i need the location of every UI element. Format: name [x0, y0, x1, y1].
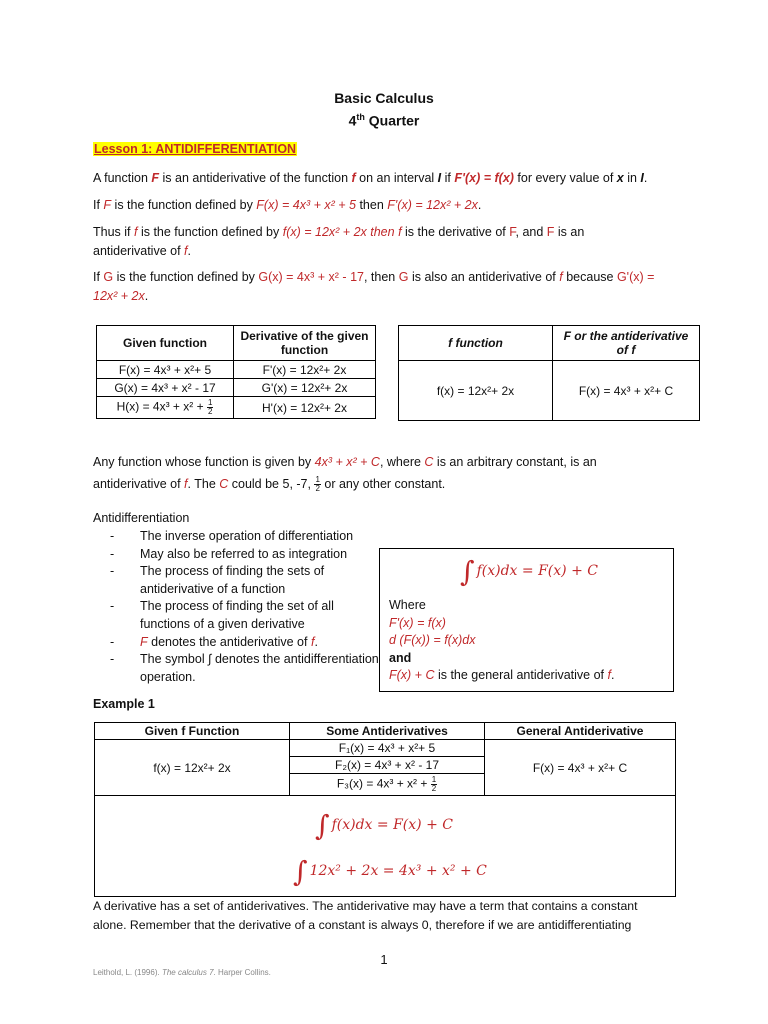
text: could be 5, -7, — [228, 477, 315, 491]
text: f — [134, 225, 138, 239]
text: . — [144, 289, 149, 303]
list-item: - The inverse operation of differentiation — [110, 528, 380, 546]
table-cell: F₂(x) = 4x³ + x² - 17 — [290, 757, 485, 774]
text: antiderivative of — [93, 477, 185, 491]
text: f — [351, 171, 356, 185]
table-cell — [97, 397, 234, 419]
text: The calculus 7 — [161, 968, 214, 977]
table-cell: f(x) = 12x²+ 2x — [95, 740, 290, 796]
text: . Harper Collins. — [213, 968, 271, 977]
page-title: Basic Calculus — [334, 90, 434, 106]
text: f — [559, 270, 563, 284]
text: f — [398, 225, 402, 239]
integral-formula — [460, 555, 598, 588]
text: then — [355, 198, 388, 212]
text: F — [103, 198, 112, 212]
frac-num: 1 — [315, 475, 320, 485]
text: I — [640, 171, 644, 185]
text: is also an antiderivative of — [408, 270, 560, 284]
table-header: Given f Function — [95, 723, 290, 740]
text: is an — [554, 225, 585, 239]
lesson-heading-text: Lesson 1: ANTIDIFFERENTIATION — [94, 142, 297, 156]
text: for every value of — [513, 171, 617, 185]
table-cell: F(x) = 4x³ + x²+ C — [553, 361, 700, 421]
cell-text: F₃(x) = 4x³ + x² + — [336, 776, 428, 791]
arbitrary-constant-paragraph — [93, 451, 683, 495]
text: is the function defined by — [111, 198, 257, 212]
page-number: 1 — [380, 952, 388, 967]
text: is an antiderivative of the function — [159, 171, 352, 185]
text: f(x) = 12x² + 2x — [282, 225, 367, 239]
text: G(x) = 4x³ + x² - 17 — [258, 270, 364, 284]
text: is an arbitrary constant, is an — [433, 455, 597, 469]
table-header — [399, 326, 553, 361]
header-text: f function — [448, 336, 503, 350]
text: F'(x) = f(x) — [454, 171, 514, 185]
formula-text: f(x)dx = F(x) + C — [476, 563, 598, 579]
table-cell: G'(x) = 12x²+ 2x — [234, 379, 376, 397]
integral-definition-box — [379, 548, 674, 692]
text: Leithold, L. (1996). — [93, 968, 162, 977]
quarter-sup: th — [356, 112, 365, 122]
text: , and — [515, 225, 547, 239]
example-table — [94, 722, 676, 796]
text: Thus if — [93, 225, 134, 239]
text: , then — [363, 270, 399, 284]
text: , where — [379, 455, 425, 469]
text: F — [140, 634, 148, 649]
text: G — [103, 270, 114, 284]
text: . — [643, 171, 648, 185]
text: F(x) + C — [389, 668, 435, 682]
text: alone. Remember that the derivative of a constant is always 0, therefore if we are antidifferentiating — [93, 918, 632, 932]
table-cell: F(x) = 4x³ + x²+ C — [485, 740, 676, 796]
table-cell: f(x) = 12x²+ 2x — [399, 361, 553, 421]
integral-icon: ∫ — [293, 855, 308, 888]
text: F'(x) = f(x) — [389, 615, 446, 630]
text: F(x) = 4x³ + x² + 5 — [256, 198, 356, 212]
text: f — [184, 244, 188, 258]
table-cell: G(x) = 4x³ + x² - 17 — [97, 379, 234, 397]
g-paragraph — [93, 268, 683, 306]
text: C — [219, 477, 229, 491]
table-cell: H'(x) = 12x²+ 2x — [234, 397, 376, 419]
text: C — [424, 455, 434, 469]
text: Where — [389, 598, 426, 612]
quarter-label: Quarter — [364, 112, 420, 129]
quarter-title — [0, 112, 768, 129]
text: f — [607, 668, 611, 682]
antiderivative-table — [398, 325, 700, 421]
frac-den: 2 — [207, 407, 213, 416]
text: G — [398, 270, 409, 284]
table-header: Given function — [97, 326, 234, 361]
text: then — [366, 225, 399, 239]
text: d (F(x)) = f(x)dx — [389, 633, 476, 647]
text: A function — [93, 171, 152, 185]
formula-text: 12x² + 2x = 4x³ + x² + C — [309, 863, 487, 879]
cell-text: H(x) = 4x³ + x² + — [116, 399, 204, 414]
fraction — [207, 399, 213, 416]
text: is the derivative of — [401, 225, 510, 239]
integral-icon: ∫ — [315, 809, 330, 842]
text: F — [151, 171, 160, 185]
text: F — [509, 225, 516, 239]
text: is the function defined by — [137, 225, 283, 239]
text: f — [184, 477, 188, 491]
text: is the general antiderivative of — [434, 668, 608, 682]
text: G'(x) = — [616, 270, 655, 284]
integral-icon: ∫ — [460, 555, 475, 588]
example-heading: Example 1 — [93, 697, 155, 711]
table-cell: F'(x) = 12x²+ 2x — [234, 361, 376, 379]
text: F — [546, 225, 555, 239]
text: F'(x) = 12x² + 2x — [387, 198, 478, 212]
antidifferentiation-heading: Antidifferentiation — [93, 511, 190, 525]
text: x — [616, 171, 624, 185]
closing-paragraph — [93, 897, 683, 935]
text: . — [477, 198, 482, 212]
table-cell: F₁(x) = 4x³ + x²+ 5 — [290, 740, 485, 757]
text: 12x² + 2x — [93, 289, 145, 303]
text: and — [389, 650, 412, 665]
text: denotes the antiderivative of — [147, 634, 311, 649]
definition-paragraph — [93, 169, 683, 188]
text: 4x³ + x² + C — [314, 455, 380, 469]
box-lines — [389, 597, 614, 685]
text: because — [562, 270, 617, 284]
text: . — [187, 244, 191, 258]
text: antiderivative of — [93, 244, 185, 258]
frac-den: 2 — [431, 784, 437, 793]
table-header: Some Antiderivatives — [290, 723, 485, 740]
text: If — [93, 198, 104, 212]
frac-num: 1 — [431, 775, 437, 784]
list-item — [110, 634, 380, 652]
list-item: - The symbol ∫ denotes the antidifferentiation operation. — [110, 651, 380, 686]
quarter-number: 4 — [348, 112, 357, 129]
frac-num: 1 — [207, 398, 213, 407]
example-paragraph-f — [93, 196, 683, 215]
text: I — [437, 171, 442, 185]
text: Any function whose function is given by — [93, 455, 315, 469]
derivative-table — [96, 325, 376, 419]
text: or any other constant. — [320, 477, 446, 491]
text: f — [310, 634, 315, 649]
list-item: - The process of finding the sets of antiderivative of a function — [110, 563, 380, 598]
text: . The — [187, 477, 220, 491]
example-box — [94, 722, 676, 897]
frac-den: 2 — [315, 484, 320, 494]
text: If — [93, 270, 104, 284]
header-text: F or the antiderivative of f — [563, 329, 689, 357]
integral-formula-general — [315, 809, 453, 842]
text: if — [441, 171, 455, 185]
table-header: Derivative of the given function — [234, 326, 376, 361]
text: A derivative has a set of antiderivatives. The antiderivative may have a term that contains a constant — [93, 899, 638, 913]
list-item: - The process of finding the set of all functions of a given derivative — [110, 598, 380, 633]
table-header — [553, 326, 700, 361]
antidifferentiation-list — [110, 528, 380, 686]
integral-formula-example — [293, 855, 487, 888]
citation — [93, 968, 271, 977]
table-header: General Antiderivative — [485, 723, 676, 740]
table-cell: F(x) = 4x³ + x²+ 5 — [97, 361, 234, 379]
text: . — [611, 668, 615, 682]
thus-paragraph — [93, 223, 683, 261]
text: in — [623, 171, 641, 185]
text — [389, 667, 614, 685]
fraction — [431, 776, 437, 793]
text: . — [314, 634, 318, 649]
text: is the function defined by — [113, 270, 259, 284]
formula-text: f(x)dx = F(x) + C — [331, 817, 453, 833]
list-item: - May also be referred to as integration — [110, 546, 380, 564]
lesson-heading — [93, 142, 297, 156]
table-cell — [290, 774, 485, 796]
text: on an interval — [355, 171, 438, 185]
